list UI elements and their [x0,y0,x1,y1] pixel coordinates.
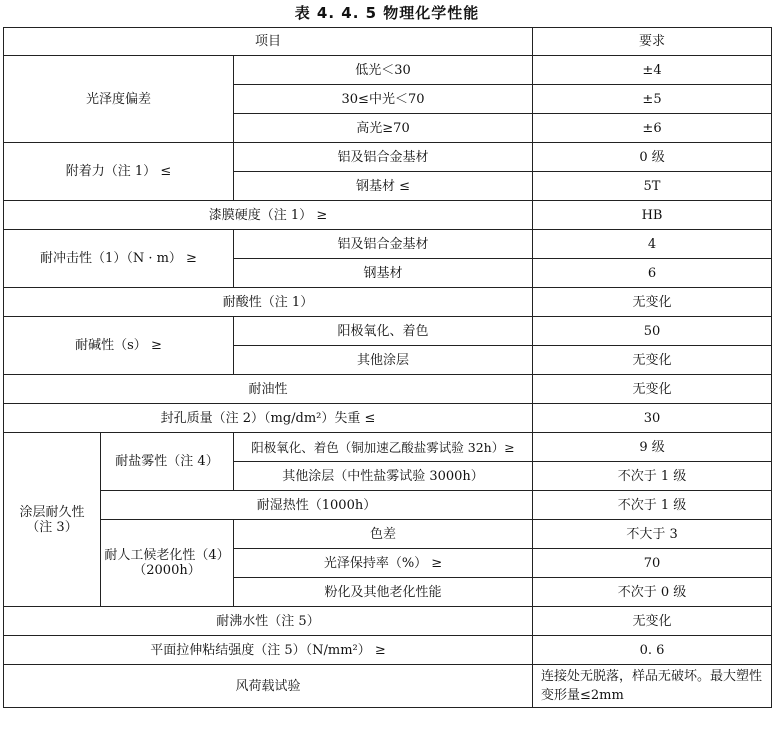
wind-load-value: 连接处无脱落，样品无破坏。最大塑性变形量≤2mm [533,665,772,708]
alkali-label: 耐碱性（s） ≥ [4,317,234,375]
adhesion-steel-value: 5T [533,172,772,201]
table-row [4,317,772,346]
table-row [4,607,772,636]
oil-label: 耐油性 [4,375,533,404]
salt-spray-anodized-label: 阳极氧化、着色（铜加速乙酸盐雾试验 32h）≥ [234,433,533,462]
alkali-anodized-label: 阳极氧化、着色 [234,317,533,346]
table-row [4,433,772,462]
boiling-label: 耐沸水性（注 5） [4,607,533,636]
alkali-anodized-value: 50 [533,317,772,346]
gloss-low-label: 低光＜30 [234,56,533,85]
color-diff-value: 不大于 3 [533,520,772,549]
table-row [4,375,772,404]
table-row [4,491,772,520]
boiling-value: 无变化 [533,607,772,636]
table-row [4,665,772,708]
weathering-label: 耐人工候老化性（4）（2000h） [101,520,234,607]
impact-aluminum-label: 铝及铝合金基材 [234,230,533,259]
salt-spray-other-value: 不次于 1 级 [533,462,772,491]
table-row [4,143,772,172]
table-row [4,404,772,433]
header-item: 项目 [4,28,533,56]
durability-label: 涂层耐久性（注 3） [4,433,101,607]
sealing-value: 30 [533,404,772,433]
adhesion-aluminum-label: 铝及铝合金基材 [234,143,533,172]
alkali-other-label: 其他涂层 [234,346,533,375]
gloss-mid-value: ±5 [533,85,772,114]
impact-aluminum-value: 4 [533,230,772,259]
table-header-row [4,28,772,56]
chalking-value: 不次于 0 级 [533,578,772,607]
table-row [4,288,772,317]
salt-spray-anodized-value: 9 级 [533,433,772,462]
header-requirement: 要求 [533,28,772,56]
gloss-high-value: ±6 [533,114,772,143]
hardness-label: 漆膜硬度（注 1） ≥ [4,201,533,230]
salt-spray-label: 耐盐雾性（注 4） [101,433,234,491]
color-diff-label: 色差 [234,520,533,549]
adhesion-label: 附着力（注 1） ≤ [4,143,234,201]
oil-value: 无变化 [533,375,772,404]
gloss-mid-label: 30≤中光＜70 [234,85,533,114]
salt-spray-other-label: 其他涂层（中性盐雾试验 3000h） [234,462,533,491]
impact-label: 耐冲击性（1）（N · m） ≥ [4,230,234,288]
properties-table [3,27,772,708]
table-row [4,636,772,665]
acid-value: 无变化 [533,288,772,317]
table-row [4,56,772,85]
adhesion-aluminum-value: 0 级 [533,143,772,172]
tensile-value: 0. 6 [533,636,772,665]
humidity-label: 耐湿热性（1000h） [101,491,533,520]
tensile-label: 平面拉伸粘结强度（注 5）（N/mm²） ≥ [4,636,533,665]
table-row [4,230,772,259]
acid-label: 耐酸性（注 1） [4,288,533,317]
gloss-retention-label: 光泽保持率（%） ≥ [234,549,533,578]
adhesion-steel-label: 钢基材 ≤ [234,172,533,201]
table-row [4,520,772,549]
table-title: 表 4. 4. 5 物理化学性能 [294,4,480,22]
table-row [4,201,772,230]
gloss-label: 光泽度偏差 [4,56,234,143]
gloss-retention-value: 70 [533,549,772,578]
humidity-value: 不次于 1 级 [533,491,772,520]
hardness-value: HB [533,201,772,230]
impact-steel-value: 6 [533,259,772,288]
impact-steel-label: 钢基材 [234,259,533,288]
alkali-other-value: 无变化 [533,346,772,375]
gloss-high-label: 高光≥70 [234,114,533,143]
gloss-low-value: ±4 [533,56,772,85]
sealing-label: 封孔质量（注 2）（mg/dm²）失重 ≤ [4,404,533,433]
wind-load-label: 风荷载试验 [4,665,533,708]
chalking-label: 粉化及其他老化性能 [234,578,533,607]
